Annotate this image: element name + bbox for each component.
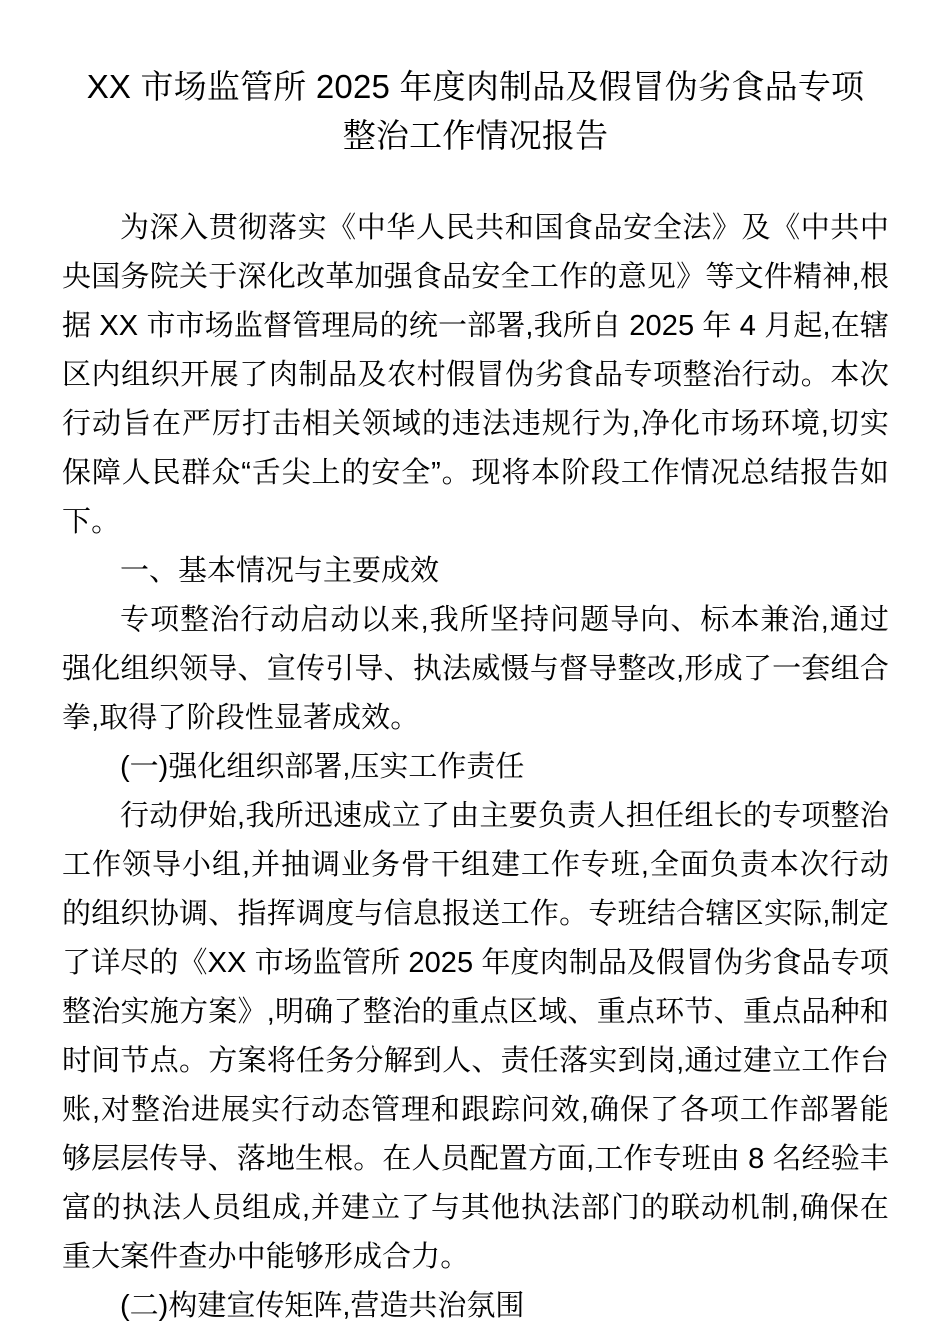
subsection-1-paragraph: 行动伊始,我所迅速成立了由主要负责人担任组长的专项整治工作领导小组,并抽调业务骨干组建工作专班,全面负责本次行动的组织协调、指挥调度与信息报送工作。专班结合辖区实际,制定了详尽的《XX 市场监管所 2025 年度肉制品及假冒伪劣食品专项整治实施方案》,明确了整治的重点区域、重点环节、重点品种和时间节点。方案将任务分解到人、责任落实到岗,通过建立工作台账,对整治进展实行动态管理和跟踪问效,确保了各项工作部署能够层层传导、落地生根。在人员配置方面,工作专班由 8 名经验丰富的执法人员组成,并建立了与其他执法部门的联动机制,确保在重大案件查办中能够形成合力。 bbox=[62, 800, 889, 1273]
title-spacer bbox=[62, 160, 889, 204]
section-heading-1: 一、基本情况与主要成效 bbox=[120, 555, 440, 587]
subsection-heading-2: (二)构建宣传矩阵,营造共治氛围 bbox=[120, 1290, 525, 1322]
document-title-line-2: 整治工作情况报告 bbox=[342, 117, 609, 154]
document-body bbox=[62, 62, 889, 1331]
document-title bbox=[62, 62, 889, 160]
intro-paragraph: 为深入贯彻落实《中华人民共和国食品安全法》及《中共中央国务院关于深化改革加强食品安全工作的意见》等文件精神,根据 XX 市市场监督管理局的统一部署,我所自 2025 年 4 月起,在辖区内组织开展了肉制品及农村假冒伪劣食品专项整治行动。本次行动旨在严厉打击相关领域的违法违规行为,净化市场环境,切实保障人民群众“舌尖上的安全”。现将本阶段工作情况总结报告如下。 bbox=[62, 212, 889, 538]
section-1-paragraph: 专项整治行动启动以来,我所坚持问题导向、标本兼治,通过强化组织领导、宣传引导、执法威慑与督导整改,形成了一套组合拳,取得了阶段性显著成效。 bbox=[62, 604, 889, 734]
subsection-heading-1: (一)强化组织部署,压实工作责任 bbox=[120, 751, 525, 783]
document-title-line-1: XX 市场监管所 2025 年度肉制品及假冒伪劣食品专项 bbox=[86, 68, 865, 105]
